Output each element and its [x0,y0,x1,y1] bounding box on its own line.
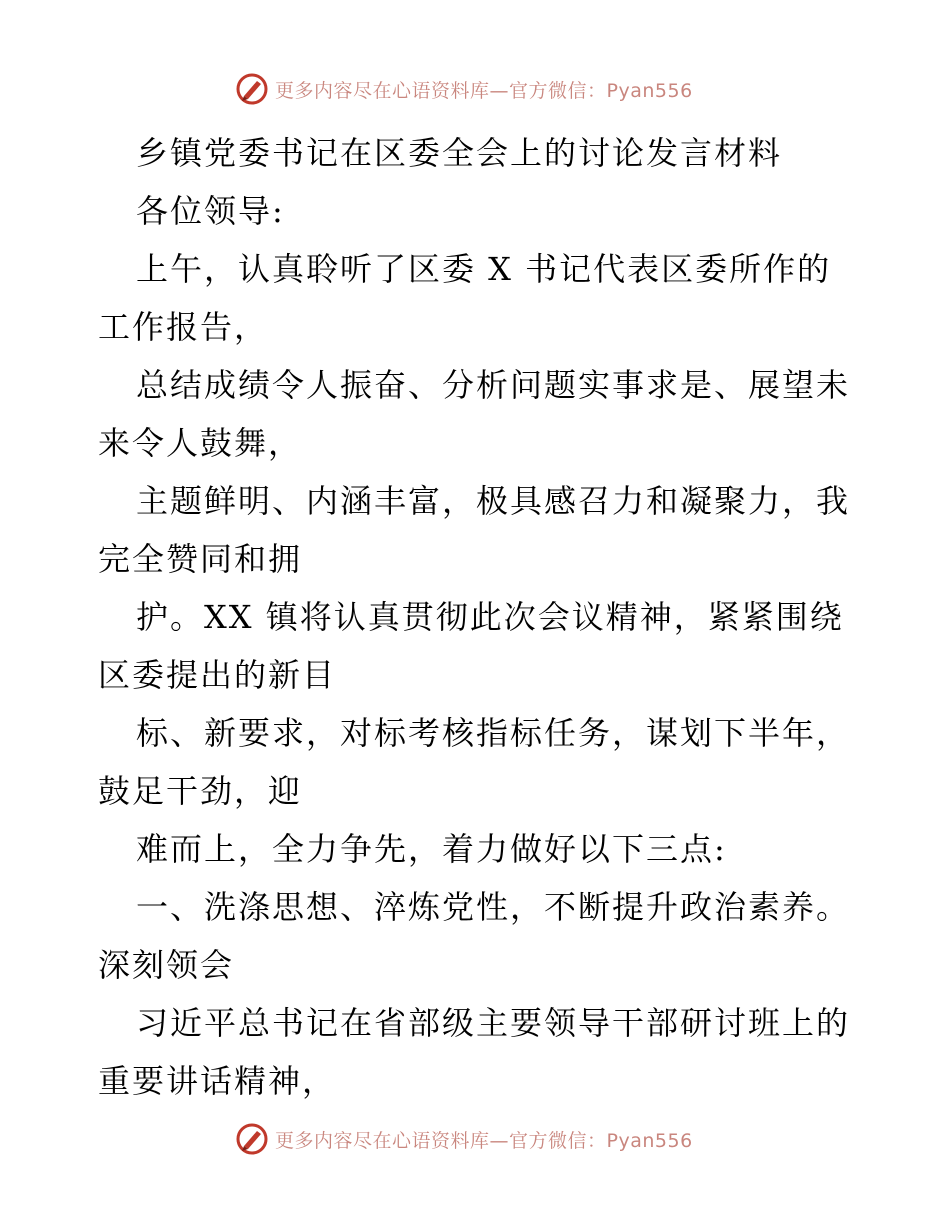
paragraph-line: 护。XX 镇将认真贯彻此次会议精神，紧紧围绕 [136,598,844,636]
paragraph-line: 来令人鼓舞， [98,424,303,462]
header-banner [235,72,755,106]
paragraph-line: 深刻领会 [98,946,235,984]
pen-logo-icon [235,72,269,106]
footer-banner-text: 更多内容尽在心语资料库—官方微信：Pyan556 [275,1129,693,1152]
paragraph-line: 鼓足干劲，迎 [98,772,303,810]
header-banner-text: 更多内容尽在心语资料库—官方微信：Pyan556 [275,79,693,102]
paragraph-line: 区委提出的新目 [98,656,337,694]
paragraph-line: 标、新要求，对标考核指标任务，谋划下半年， [136,714,851,752]
pen-logo-icon [235,1122,269,1156]
document-body [98,124,858,1110]
salutation: 各位领导: [136,192,285,230]
paragraph-line: 总结成绩令人振奋、分析问题实事求是、展望未 [136,366,851,404]
document-title: 乡镇党委书记在区委全会上的讨论发言材料 [136,134,783,172]
paragraph-line: 重要讲话精神， [98,1062,337,1100]
paragraph-line: 上午，认真聆听了区委 X 书记代表区委所作的 [136,250,832,288]
paragraph-line: 工作报告， [98,308,269,346]
paragraph-line: 主题鲜明、内涵丰富，极具感召力和凝聚力，我 [136,482,851,520]
paragraph-line: 难而上，全力争先，着力做好以下三点: [136,830,727,868]
paragraph-line: 完全赞同和拥 [98,540,303,578]
footer-banner [235,1122,755,1156]
section-heading-line: 一、洗涤思想、淬炼党性，不断提升政治素养。 [136,888,851,926]
paragraph-line: 习近平总书记在省部级主要领导干部研讨班上的 [136,1004,851,1042]
